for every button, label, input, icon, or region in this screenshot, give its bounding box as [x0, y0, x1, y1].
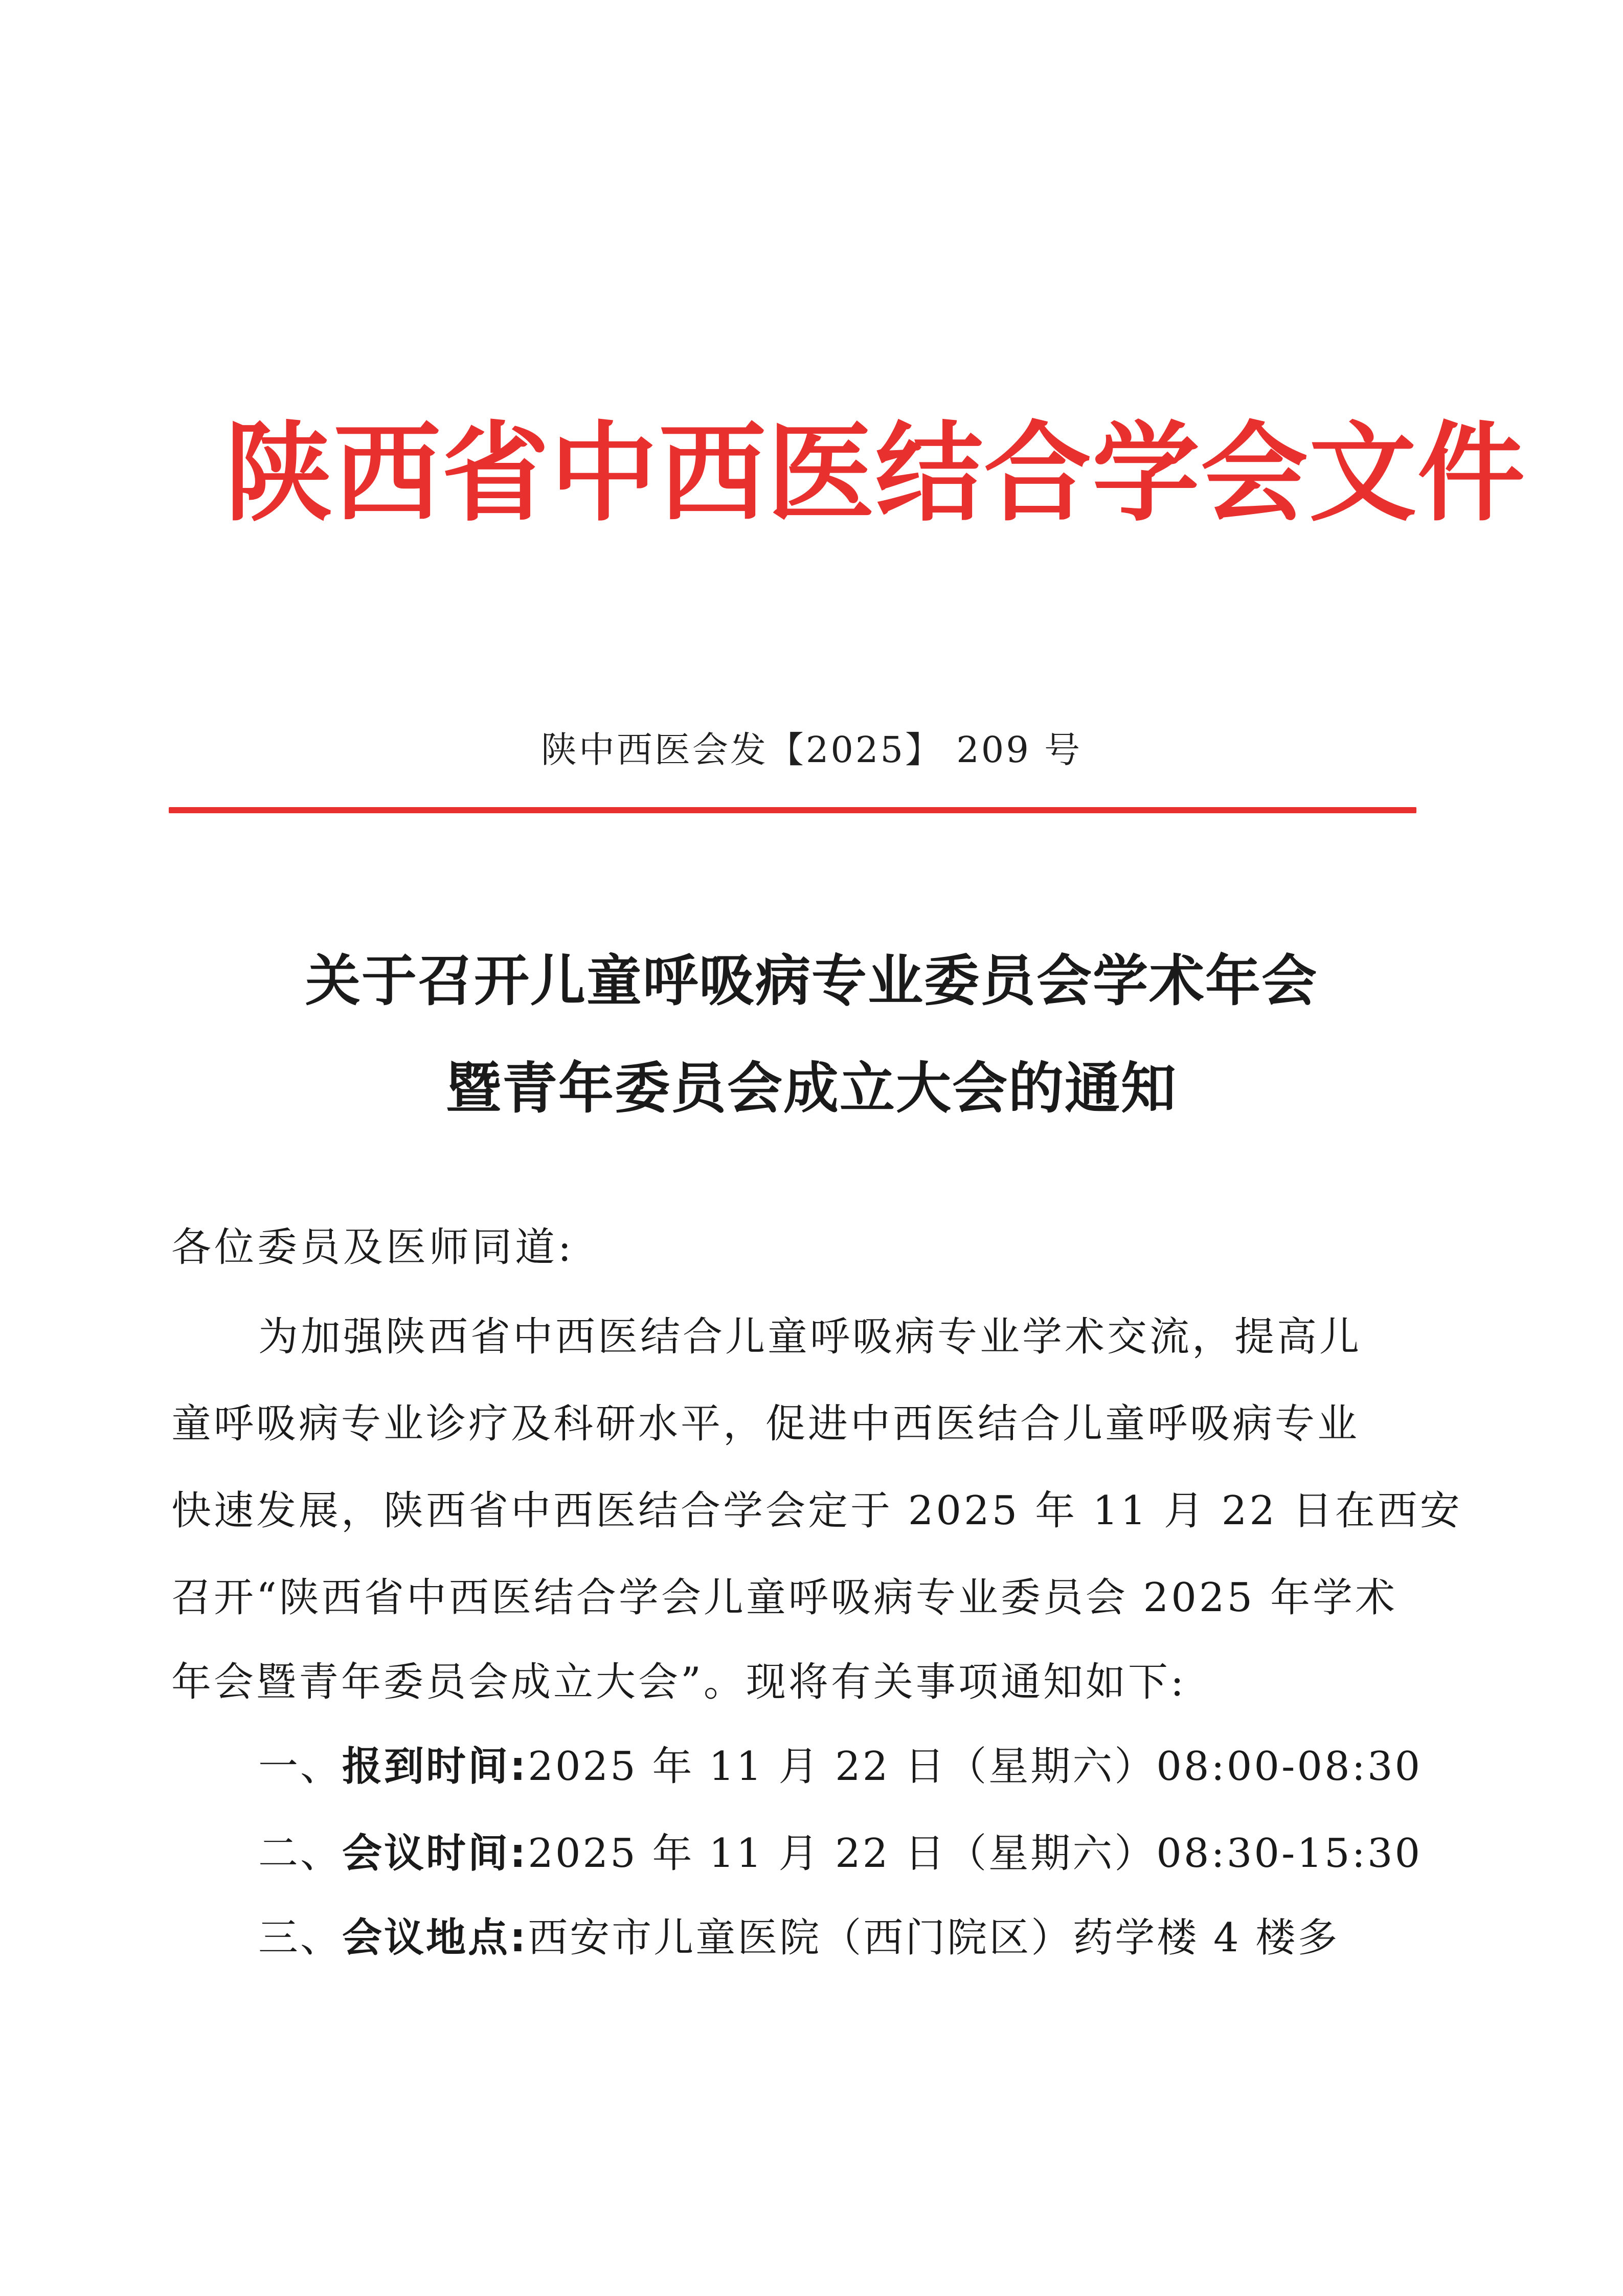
- paragraph-line: 召开“陕西省中西医结合学会儿童呼吸病专业委员会 2025 年学术: [171, 1575, 1397, 1621]
- salutation: 各位委员及医师同道:: [171, 1224, 575, 1270]
- paragraph-line: 为加强陕西省中西医结合儿童呼吸病专业学术交流，提高儿: [258, 1314, 1362, 1360]
- item-registration-time: [258, 1744, 1423, 1790]
- document-number: 陕中西医会发【2025】 209 号: [540, 729, 1083, 771]
- item-meeting-location: [258, 1915, 1340, 1961]
- item-meeting-time: [258, 1831, 1423, 1877]
- notice-title-line-1: 关于召开儿童呼吸病专业委员会学术年会: [305, 949, 1318, 1013]
- item-value: 2025 年 11 月 22 日（星期六）08:00-08:30: [528, 1744, 1423, 1790]
- item-label: 会议地点:: [342, 1915, 528, 1961]
- item-value: 西安市儿童医院（西门院区）药学楼 4 楼多: [528, 1915, 1340, 1961]
- item-value: 2025 年 11 月 22 日（星期六）08:30-15:30: [528, 1831, 1423, 1877]
- red-divider-line: [169, 807, 1416, 813]
- item-prefix: 二、: [258, 1831, 343, 1877]
- notice-title-line-2: 暨青年委员会成立大会的通知: [445, 1057, 1177, 1121]
- item-prefix: 三、: [258, 1915, 343, 1961]
- masthead-title: 陕西省中西医结合学会文件: [225, 410, 1526, 536]
- paragraph-line: 童呼吸病专业诊疗及科研水平，促进中西医结合儿童呼吸病专业: [171, 1401, 1360, 1447]
- item-label: 会议时间:: [342, 1831, 528, 1877]
- item-label: 报到时间:: [342, 1744, 528, 1790]
- item-prefix: 一、: [258, 1744, 343, 1790]
- paragraph-line: 年会暨青年委员会成立大会”。现将有关事项通知如下:: [171, 1659, 1187, 1705]
- paragraph-line: 快速发展，陕西省中西医结合学会定于 2025 年 11 月 22 日在西安: [171, 1488, 1462, 1534]
